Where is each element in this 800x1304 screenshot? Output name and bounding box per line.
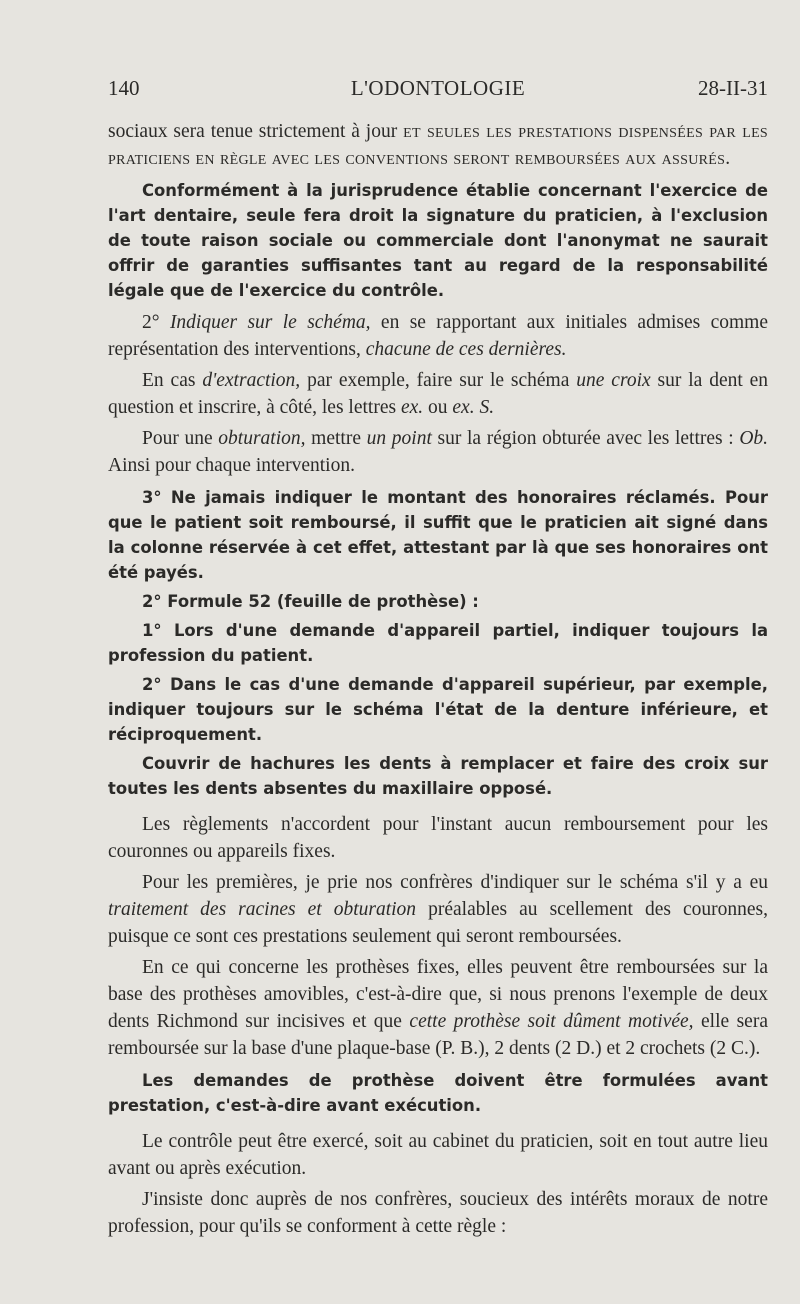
paragraph-partial-appliance: 1° Lors d'une demande d'appareil partiel, indiquer toujours la profession du patient. — [108, 621, 768, 665]
text-run: sur la région obturée avec les lettres : — [437, 428, 734, 449]
paragraph-signature-jurisprudence: Conformément à la jurisprudence établie concernant l'exercice de l'art dentaire, seule fera droit la signature du praticien, à l'exclusion de toute raison sociale ou commerciale dont l'anonymat ne saurait offrir de garanties suffisantes tant au regard de la responsabilité légale que de l'exercice du contrôle. — [108, 181, 768, 300]
paragraph-fixed-prostheses — [108, 954, 768, 1062]
page-body — [108, 118, 768, 1244]
italic-run: Indiquer sur le schéma, — [169, 312, 371, 333]
text-run: préalables au scellement des couronnes, puisque ce sont ces prestations seulement qui seront remboursées. — [108, 899, 769, 947]
italic-run: d'extraction, — [202, 370, 301, 391]
text-run: ou — [428, 397, 448, 418]
heading-formule-52: 2° Formule 52 (feuille de prothèse) : — [142, 592, 479, 611]
text-run: elle sera remboursée sur la base d'une plaque-base (P. B.), 2 dents (2 D.) et 2 crochets (2 C.). — [108, 1011, 768, 1059]
italic-run: traitement des racines et obturation — [108, 899, 417, 920]
paragraph-insist: J'insiste donc auprès de nos confrères, soucieux des intérêts moraux de notre profession, pour qu'ils se conforment à cette règle : — [108, 1189, 768, 1237]
text-run: sociaux sera tenue strictement à jour — [108, 121, 398, 142]
italic-run: Ob. — [739, 428, 769, 449]
journal-title: L'ODONTOLOGIE — [350, 76, 526, 100]
paragraph-control: Le contrôle peut être exercé, soit au cabinet du praticien, soit en tout autre lieu avant ou après exécution. — [108, 1131, 768, 1179]
italic-run: obturation, — [218, 428, 306, 449]
paragraph-extraction — [108, 367, 768, 421]
issue-date: 28-II-31 — [698, 76, 768, 100]
text-run: mettre — [311, 428, 361, 449]
text-run: Pour les premières, je prie nos confrères d'indiquer sur le schéma s'il y a eu — [142, 872, 768, 893]
paragraph-no-fees: 3° Ne jamais indiquer le montant des honoraires réclamés. Pour que le patient soit remboursé, il suffit que le praticien ait signé dans la colonne réservée à cet effet, attestant par là que ses honoraires ont été payés. — [108, 488, 768, 582]
page-number: 140 — [108, 76, 140, 100]
italic-run: une croix — [576, 370, 651, 391]
paragraph-hatching: Couvrir de hachures les dents à remplacer et faire des croix sur toutes les dents absentes du maxillaire opposé. — [108, 754, 768, 798]
paragraph-upper-appliance: 2° Dans le cas d'une demande d'appareil supérieur, par exemple, indiquer toujours sur le schéma l'état de la denture inférieure, et réciproquement. — [108, 675, 768, 744]
italic-run: ex. S. — [452, 397, 495, 418]
italic-run: ex. — [400, 397, 424, 418]
text-run: sur la dent en question et inscrire, à côté, les lettres — [108, 370, 769, 418]
paragraph-reimbursement-rules — [108, 118, 768, 172]
text-run: en se rapportant aux initiales admises comme représentation des interventions, — [108, 312, 769, 360]
text-run: En ce qui concerne les prothèses fixes, elles peuvent être remboursées sur la base des prothèses amovibles, c'est-à-dire que, si nous prenons l'exemple de deux dents Richmond sur incisives et que — [108, 957, 768, 1032]
text-run: par exemple, faire sur le schéma — [307, 370, 570, 391]
paragraph-obturation — [108, 425, 768, 479]
text-run: 2° — [142, 312, 160, 333]
smallcaps-run: et seules les prestations dispensées par les praticiens en règle avec les conventions seront remboursées aux assurés. — [108, 121, 769, 169]
italic-run: un point — [366, 428, 432, 449]
text-run: En cas — [142, 370, 196, 391]
paragraph-crowns — [108, 869, 768, 950]
text-run: Pour une — [142, 428, 213, 449]
italic-run: cette prothèse soit dûment motivée, — [409, 1011, 694, 1032]
running-header — [108, 76, 768, 102]
paragraph-indicate-schema — [108, 309, 768, 363]
paragraph-requests-before: Les demandes de prothèse doivent être formulées avant prestation, c'est-à-dire avant exécution. — [108, 1071, 768, 1115]
text-run: Ainsi pour chaque intervention. — [108, 455, 355, 476]
italic-run: chacune de ces dernières. — [365, 339, 567, 360]
paragraph-no-fixed-reimbursement: Les règlements n'accordent pour l'instant aucun remboursement pour les couronnes ou appareils fixes. — [108, 814, 768, 862]
